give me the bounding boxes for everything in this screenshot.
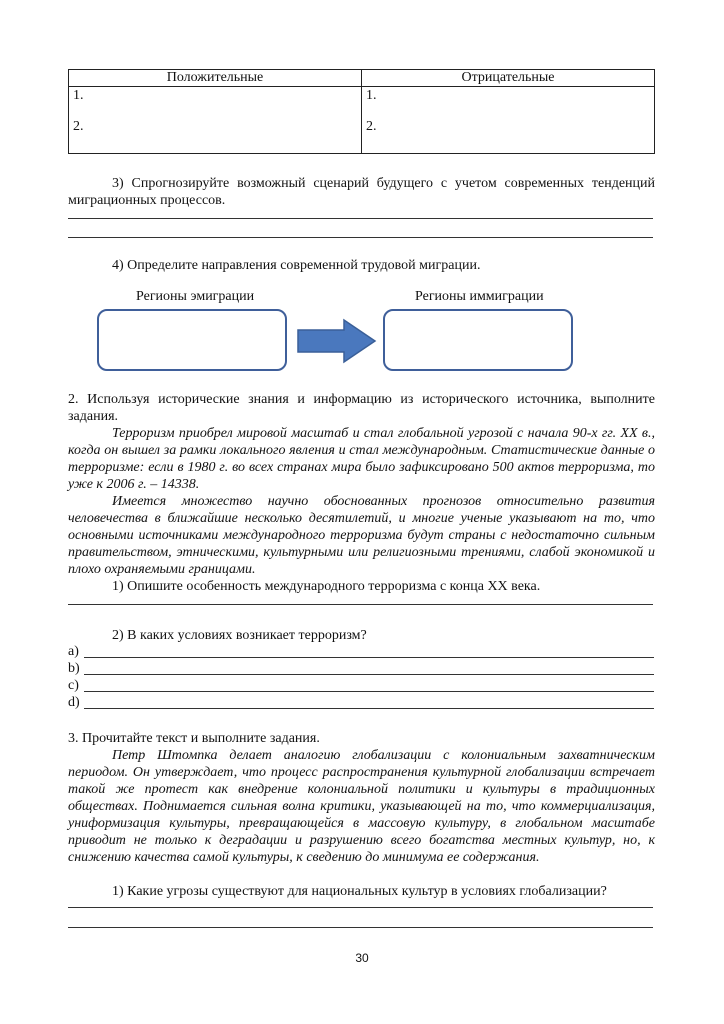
immigration-regions-box[interactable] bbox=[383, 309, 573, 371]
pros-cons-table bbox=[68, 69, 655, 154]
answer-line[interactable] bbox=[84, 674, 654, 675]
section-3-question-1: 1) Какие угрозы существуют для национальных культур в условиях глобализации? bbox=[112, 884, 607, 899]
section-2-intro: 2. Используя исторические знания и информацию из исторического источника, выполните задания. bbox=[68, 392, 655, 424]
emigration-label: Регионы эмиграции bbox=[136, 289, 255, 304]
page-number: 30 bbox=[355, 951, 369, 965]
immigration-label: Регионы иммиграции bbox=[415, 289, 544, 304]
source-paragraph-2: Имеется множество научно обоснованных прогнозов относительно развития человечества в ближайшие несколько десятилетий, и многие ученые указывают на то, что основными источниками международного терроризма будут страны с недостаточно сильным правительством, этническими, культурными или религиозными трениями, слабой экономикой и плохо охраняемыми границами. bbox=[68, 494, 655, 577]
answer-line[interactable] bbox=[68, 604, 653, 605]
answer-line[interactable] bbox=[68, 237, 653, 238]
table-header-negative: Отрицательные bbox=[362, 70, 655, 87]
answer-label: b) bbox=[68, 661, 80, 676]
section-3-intro: 3. Прочитайте текст и выполните задания. bbox=[68, 731, 320, 746]
task-3-question: 3) Спрогнозируйте возможный сценарий будущего с учетом современных тенденций миграционных процессов. bbox=[68, 176, 655, 208]
emigration-regions-box[interactable] bbox=[97, 309, 287, 371]
section-3-paragraph: Петр Штомпка делает аналогию глобализации с колониальным захватническим периодом. Он утверждает, что процесс распространения культурной глобализации встречает такой же протест как внедрение колониальной политики и культуры в традиционных обществах. Поднимается сильная волна критики, указывающей на то, что коммерциализация, униформизация культуры, превращающейся в массовую культуру, в глобальном масштабе приводит не только к деградации и разрушению всего богатства местных культур, но, к снижению качества самой культуры, к сведению до минимума ее содержания. bbox=[68, 748, 655, 865]
answer-line[interactable] bbox=[68, 218, 653, 219]
section-2-question-2: 2) В каких условиях возникает терроризм? bbox=[112, 628, 367, 643]
answer-label: c) bbox=[68, 678, 79, 693]
list-item: 2. bbox=[73, 119, 84, 134]
list-item: 2. bbox=[366, 119, 377, 134]
answer-line[interactable] bbox=[84, 657, 654, 658]
answer-line[interactable] bbox=[84, 691, 654, 692]
answer-line[interactable] bbox=[68, 927, 653, 928]
source-paragraph-1: Терроризм приобрел мировой масштаб и стал глобальной угрозой с начала 90-х гг. XX в., когда он вышел за рамки локального явления и стал международным. Статистические данные о терроризме: если в 1980 г. во всех странах мира было зафиксировано 500 актов терроризма, то уже к 2006 г. – 14338. bbox=[68, 426, 655, 492]
answer-label: d) bbox=[68, 695, 80, 710]
table-cell-negative[interactable] bbox=[362, 87, 655, 154]
list-item: 1. bbox=[366, 88, 377, 103]
table-cell-positive[interactable] bbox=[69, 87, 362, 154]
answer-line[interactable] bbox=[84, 708, 654, 709]
right-arrow-icon bbox=[296, 318, 378, 364]
task-4-question: 4) Определите направления современной трудовой миграции. bbox=[112, 258, 481, 273]
list-item: 1. bbox=[73, 88, 84, 103]
answer-line[interactable] bbox=[68, 907, 653, 908]
section-2-question-1: 1) Опишите особенность международного терроризма с конца XX века. bbox=[112, 579, 541, 594]
table-header-positive: Положительные bbox=[69, 70, 362, 87]
answer-label: а) bbox=[68, 644, 79, 659]
